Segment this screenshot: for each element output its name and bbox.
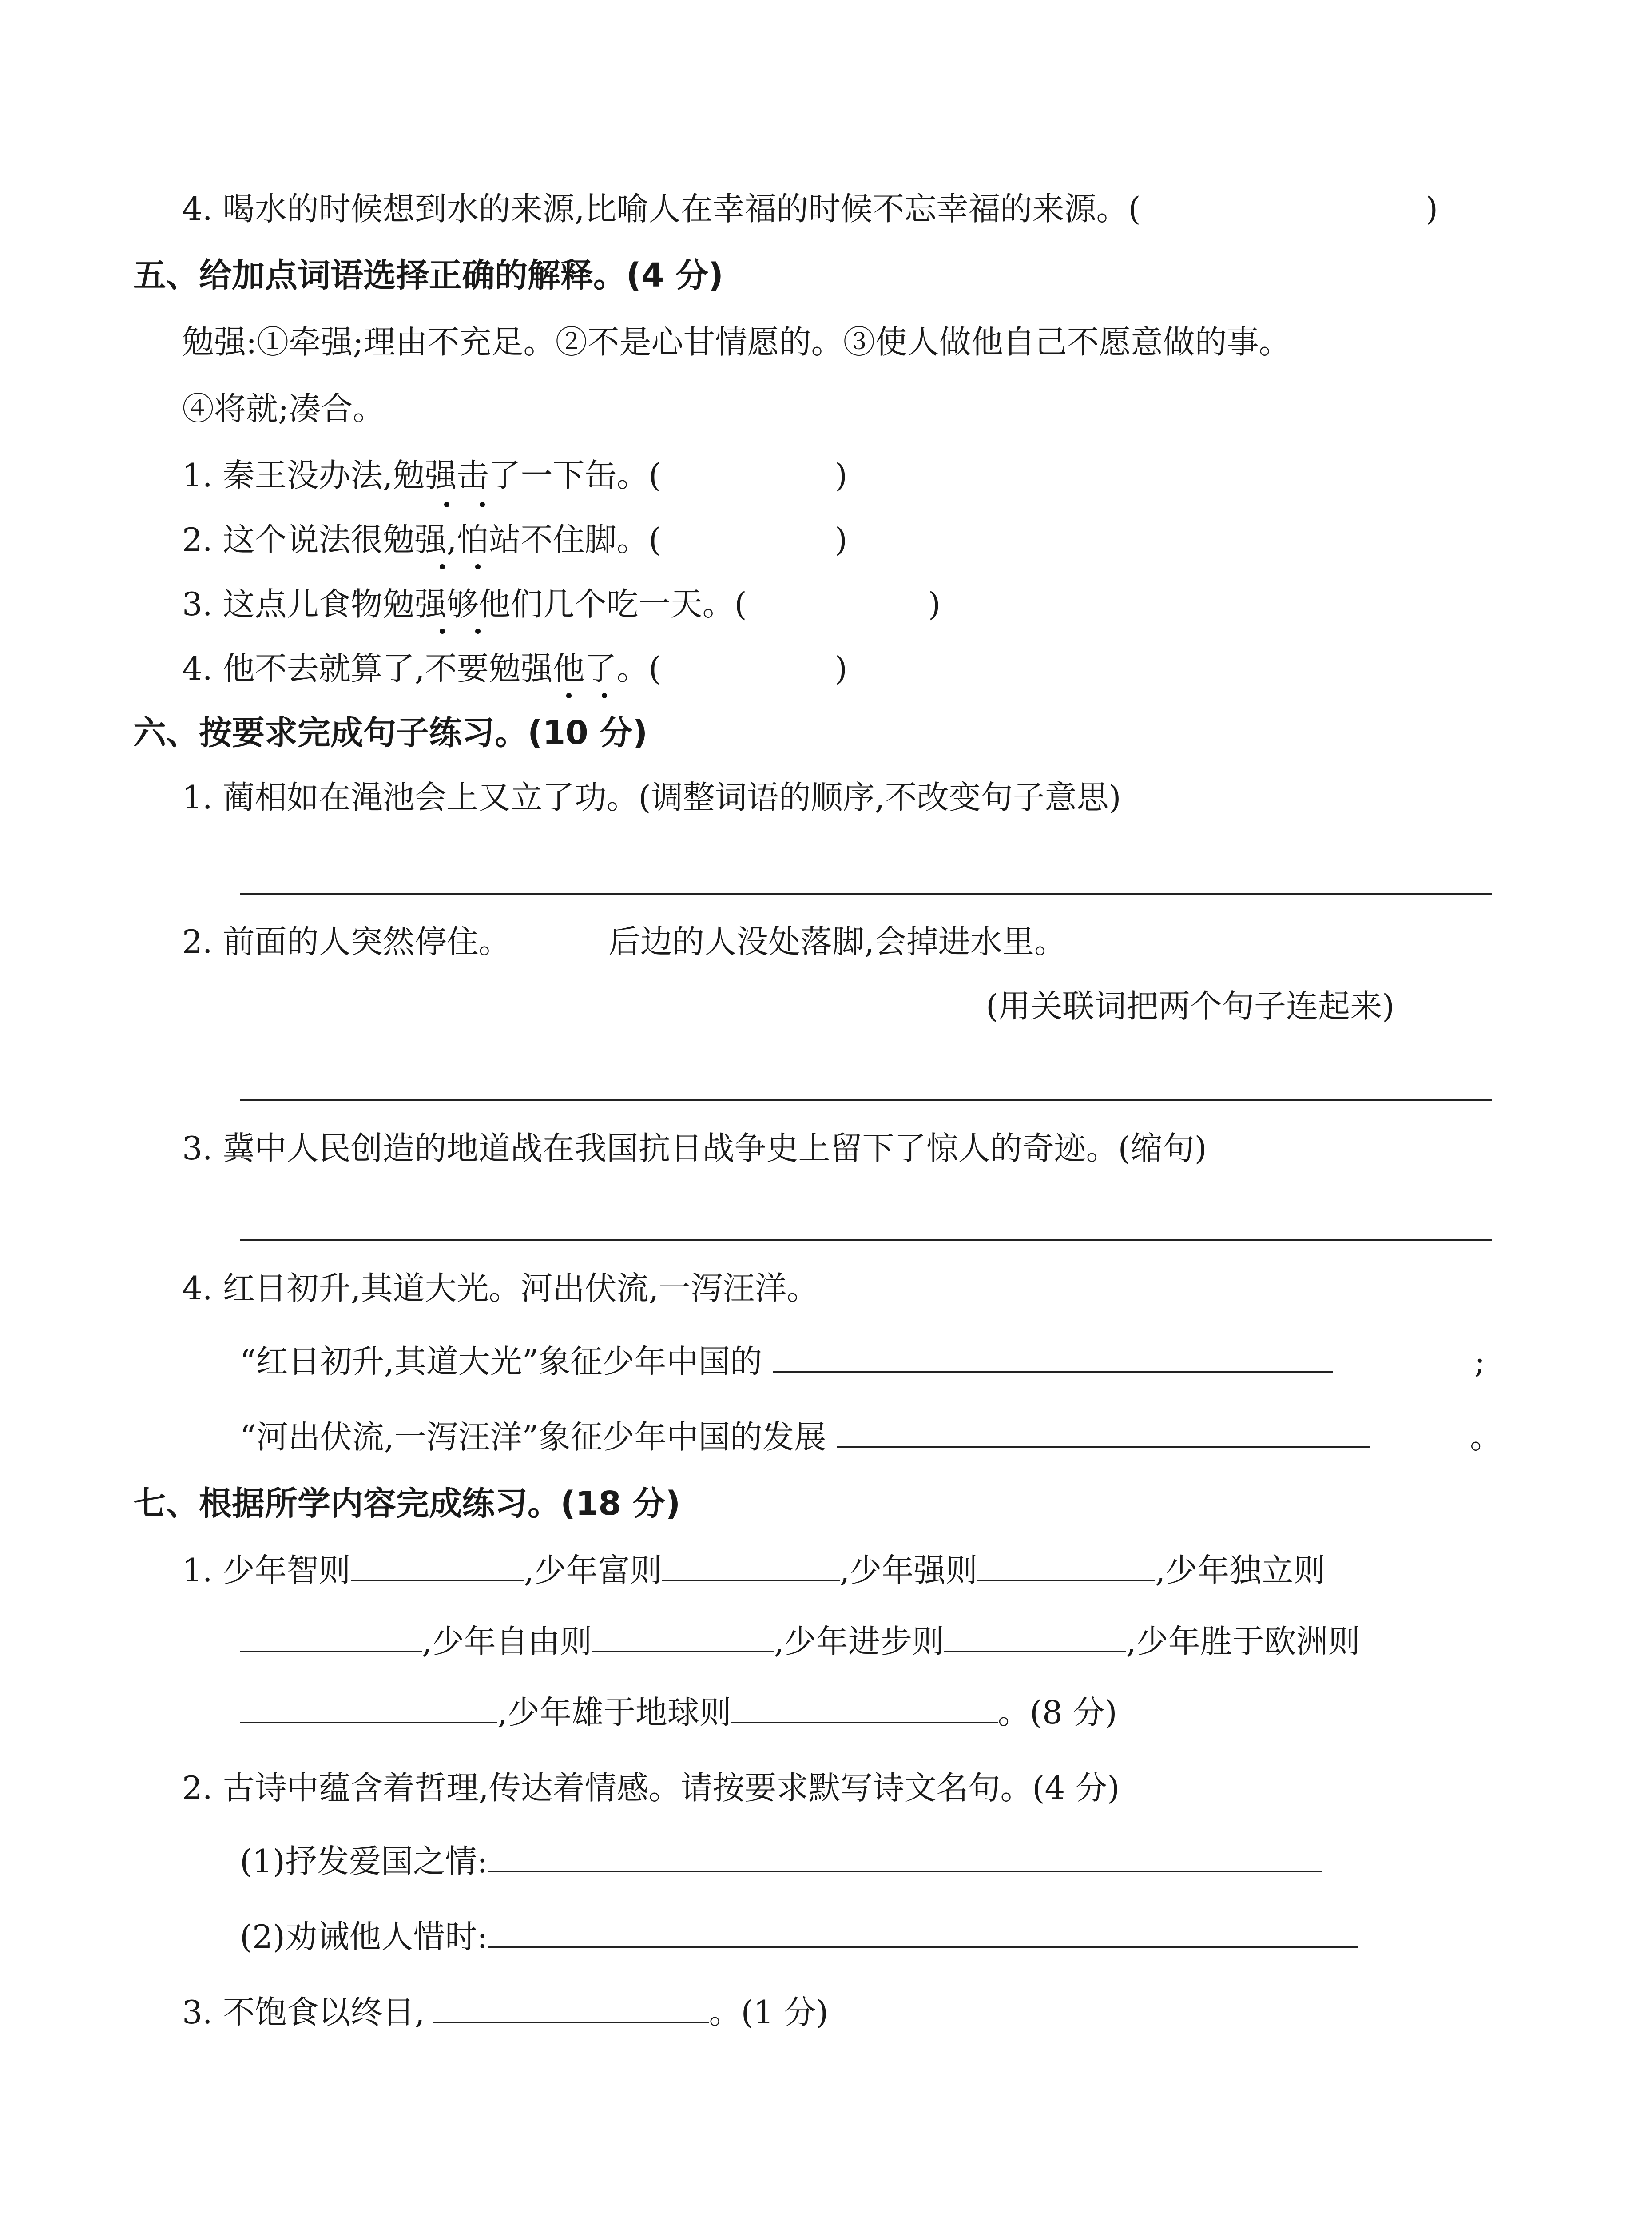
section-5-header: 五、给加点词语选择正确的解释。(4 分) <box>133 256 723 295</box>
s7-question-3 <box>182 1990 828 2034</box>
s6-question-4-line-2 <box>240 1415 1370 1459</box>
answer-blank[interactable] <box>662 1548 840 1581</box>
s6-question-4: 4. 红日初升,其道大光。河出伏流,一泻汪洋。 <box>182 1270 819 1307</box>
s5-item-3: 3. 这点儿食物勉强够他们几个吃一天。( <box>182 585 747 623</box>
answer-blank[interactable] <box>773 1340 1333 1373</box>
answer-blank[interactable] <box>837 1415 1370 1448</box>
s6-q4-line1-end: ; <box>1474 1343 1485 1380</box>
s7-q1-part: ,少年自由则 <box>422 1623 592 1660</box>
emphasis-dot <box>444 502 449 507</box>
s7-q1-end: 。(8 分) <box>997 1694 1117 1731</box>
s5-item-3-close: ) <box>928 585 941 623</box>
answer-blank[interactable] <box>977 1548 1155 1581</box>
answer-blank[interactable] <box>488 1839 1322 1872</box>
prev-question-4-close: ) <box>1426 190 1438 227</box>
s6-question-2-note: (用关联词把两个句子连起来) <box>986 987 1395 1025</box>
s7-question-1-line-3 <box>240 1690 1117 1735</box>
emphasis-dot <box>440 629 445 634</box>
s5-item-1: 1. 秦王没办法,勉强击了一下缶。( <box>182 457 661 494</box>
s7-question-2-1 <box>240 1839 1322 1883</box>
emphasis-dot <box>475 629 481 634</box>
emphasis-dot <box>440 564 445 569</box>
s7-q1-part: ,少年独立则 <box>1155 1552 1326 1589</box>
s7-q1-part: ,少年进步则 <box>774 1623 944 1660</box>
s7-question-2-2 <box>240 1915 1358 1959</box>
answer-blank[interactable] <box>240 1691 497 1723</box>
s7-q1-part: ,少年强则 <box>839 1552 978 1589</box>
s5-item-2-close: ) <box>835 521 848 558</box>
s7-q1-part: ,少年雄于地球则 <box>497 1694 731 1731</box>
answer-blank[interactable] <box>240 1620 422 1652</box>
s5-item-1-close: ) <box>835 457 848 494</box>
s7-q3-text: 3. 不饱食以终日, <box>182 1994 425 2031</box>
s7-q2-1-text: (1)抒发爱国之情: <box>240 1843 488 1880</box>
s6-q4-line2-text: “河出伏流,一泻汪洋”象征少年中国的发展 <box>240 1418 826 1456</box>
s6-question-2-a: 2. 前面的人突然停住。 <box>182 923 511 960</box>
prev-question-4-text: 4. 喝水的时候想到水的来源,比喻人在幸福的时候不忘幸福的来源。( <box>182 190 1141 227</box>
s6-question-1: 1. 蔺相如在渑池会上又立了功。(调整词语的顺序,不改变句子意思) <box>182 779 1121 816</box>
s6-question-3: 3. 冀中人民创造的地道战在我国抗日战争史上留下了惊人的奇迹。(缩句) <box>182 1130 1207 1167</box>
s7-q2-2-text: (2)劝诫他人惜时: <box>240 1918 488 1955</box>
section-7-header: 七、根据所学内容完成练习。(18 分) <box>133 1485 681 1523</box>
answer-blank[interactable] <box>944 1620 1126 1652</box>
s5-item-4: 4. 他不去就算了,不要勉强他了。( <box>182 650 661 687</box>
s5-item-2: 2. 这个说法很勉强,怕站不住脚。( <box>182 521 661 558</box>
answer-line[interactable] <box>240 1239 1492 1241</box>
prev-question-4 <box>182 187 1141 231</box>
answer-blank[interactable] <box>351 1548 524 1581</box>
definitions-line-2: ④将就;凑合。 <box>182 390 385 427</box>
emphasis-dot <box>566 693 572 698</box>
answer-line[interactable] <box>240 893 1492 895</box>
s7-q1-part: ,少年富则 <box>524 1552 662 1589</box>
s6-question-2-b: 后边的人没处落脚,会掉进水里。 <box>608 923 1066 960</box>
answer-blank[interactable] <box>592 1620 774 1652</box>
answer-blank[interactable] <box>433 1990 709 2023</box>
emphasis-dot <box>475 564 481 569</box>
answer-blank[interactable] <box>488 1915 1358 1948</box>
s7-q1-num: 1. <box>182 1552 213 1589</box>
emphasis-dot <box>602 693 607 698</box>
emphasis-dot <box>480 502 485 507</box>
section-6-header: 六、按要求完成句子练习。(10 分) <box>133 714 648 752</box>
s7-q3-end: 。(1 分) <box>709 1994 829 2031</box>
s7-question-2: 2. 古诗中蕴含着哲理,传达着情感。请按要求默写诗文名句。(4 分) <box>182 1769 1120 1807</box>
s6-question-4-line-1 <box>240 1339 1333 1384</box>
definitions-line-1: 勉强:①牵强;理由不充足。②不是心甘情愿的。③使人做他自己不愿意做的事。 <box>182 323 1291 361</box>
s7-q1-part: 少年智则 <box>222 1552 351 1589</box>
s7-q1-part: ,少年胜于欧洲则 <box>1126 1623 1360 1660</box>
s7-question-1-line-1 <box>182 1548 1325 1592</box>
s6-q4-line1-text: “红日初升,其道大光”象征少年中国的 <box>240 1343 762 1380</box>
s6-q4-line2-end: 。 <box>1470 1418 1502 1456</box>
answer-blank[interactable] <box>731 1691 998 1723</box>
s7-question-1-line-2 <box>240 1619 1360 1664</box>
s5-item-4-close: ) <box>835 650 848 687</box>
answer-line[interactable] <box>240 1099 1492 1101</box>
